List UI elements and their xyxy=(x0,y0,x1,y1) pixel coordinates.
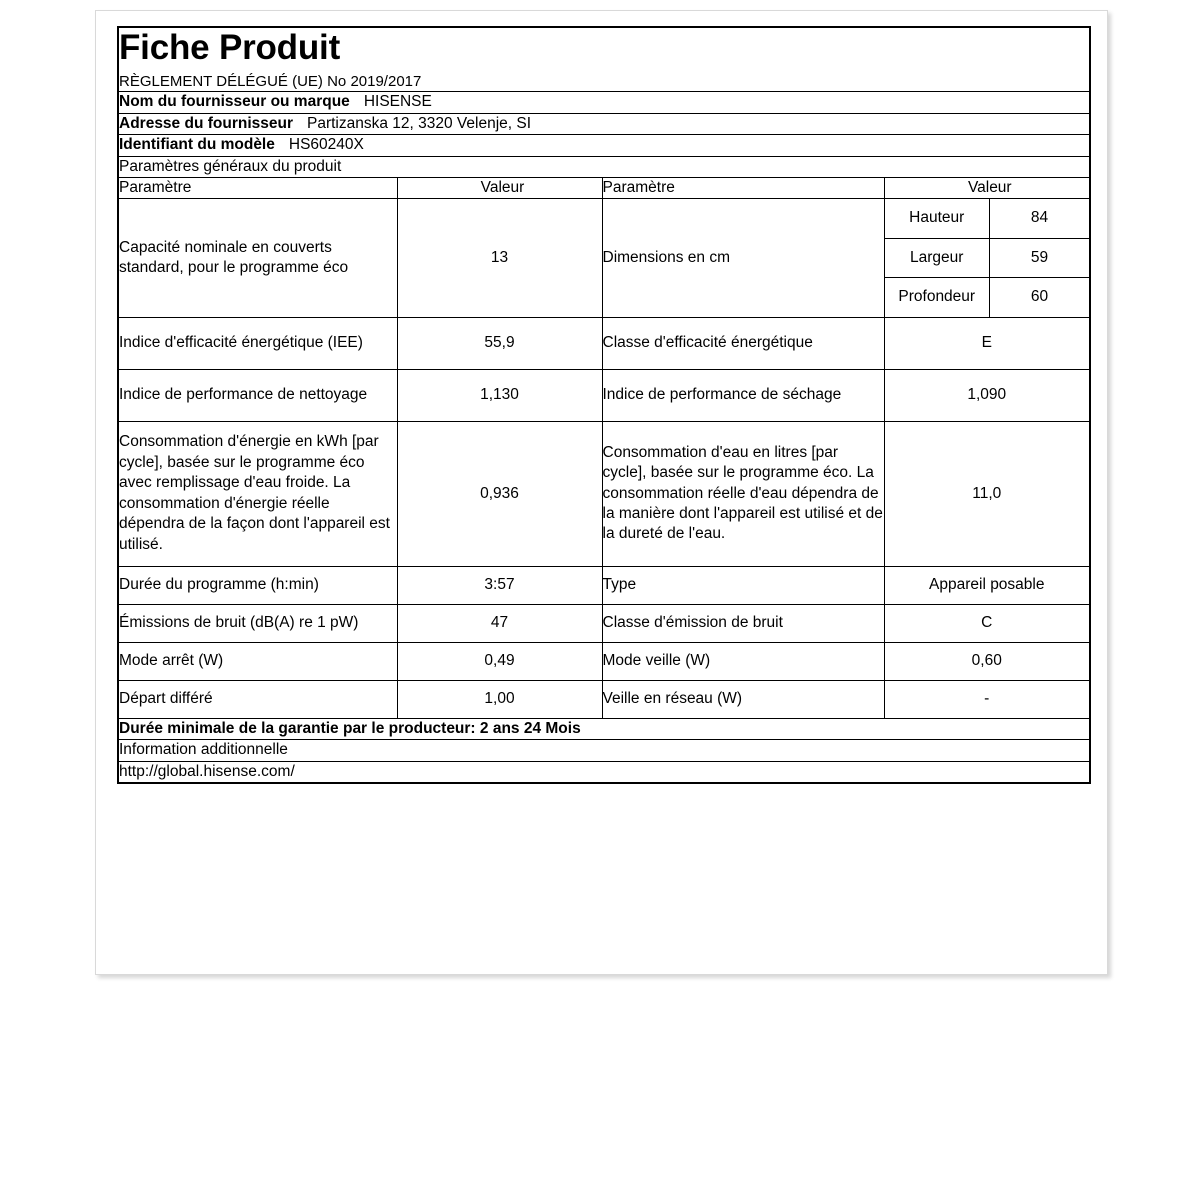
header-value-right: Valeur xyxy=(884,178,1090,199)
dimension-label-height: Hauteur xyxy=(885,199,990,238)
table-row xyxy=(118,369,1090,421)
additional-information-row xyxy=(118,740,1090,761)
eei-parameter: Indice d'efficacité énergétique (IEE) xyxy=(118,317,397,369)
type-value: Appareil posable xyxy=(884,566,1090,604)
dimension-label-width: Largeur xyxy=(885,238,990,277)
table-row xyxy=(118,642,1090,680)
model-identifier-value: HS60240X xyxy=(288,136,364,154)
additional-information-label: Information additionnelle xyxy=(118,740,1090,761)
header-parameter-left: Paramètre xyxy=(118,178,397,199)
warranty-row xyxy=(118,718,1090,739)
table-row xyxy=(118,680,1090,718)
fiche-produit-sheet xyxy=(117,26,1089,784)
standby-mode-parameter: Mode veille (W) xyxy=(602,642,884,680)
cleaning-index-value: 1,130 xyxy=(397,369,602,421)
dimension-row-depth xyxy=(885,278,1090,317)
standby-mode-value: 0,60 xyxy=(884,642,1090,680)
supplier-name-cell xyxy=(118,92,1090,113)
dimension-value-depth: 60 xyxy=(990,278,1090,317)
noise-class-value: C xyxy=(884,604,1090,642)
table-row xyxy=(118,604,1090,642)
table-row xyxy=(118,421,1090,566)
warranty-text: Durée minimale de la garantie par le producteur: 2 ans 24 Mois xyxy=(118,718,1090,739)
program-duration-value: 3:57 xyxy=(397,566,602,604)
model-identifier-row xyxy=(118,135,1090,156)
supplier-name-value: HISENSE xyxy=(363,93,432,111)
eei-value: 55,9 xyxy=(397,317,602,369)
dimensions-parameter: Dimensions en cm xyxy=(602,199,884,317)
dimension-label-depth: Profondeur xyxy=(885,278,990,317)
title-row xyxy=(118,27,1090,92)
table-row xyxy=(118,317,1090,369)
off-mode-value: 0,49 xyxy=(397,642,602,680)
dimensions-value-cell xyxy=(884,199,1090,317)
page-title: Fiche Produit xyxy=(119,28,341,67)
model-identifier-cell xyxy=(118,135,1090,156)
noise-class-parameter: Classe d'émission de bruit xyxy=(602,604,884,642)
program-duration-parameter: Durée du programme (h:min) xyxy=(118,566,397,604)
delayed-start-value: 1,00 xyxy=(397,680,602,718)
noise-emissions-parameter: Émissions de bruit (dB(A) re 1 pW) xyxy=(118,604,397,642)
energy-consumption-parameter: Consommation d'énergie en kWh [par cycle], basée sur le programme éco avec remplissage d'eau froide. La consommation d'énergie réelle dépendra de la façon dont l'appareil est utilisé. xyxy=(118,421,397,566)
capacity-parameter: Capacité nominale en couverts standard, pour le programme éco xyxy=(118,199,397,317)
table-row xyxy=(118,566,1090,604)
off-mode-parameter: Mode arrêt (W) xyxy=(118,642,397,680)
product-information-table xyxy=(117,26,1091,784)
noise-emissions-value: 47 xyxy=(397,604,602,642)
header-parameter-right: Paramètre xyxy=(602,178,884,199)
supplier-address-value: Partizanska 12, 3320 Velenje, SI xyxy=(307,114,532,132)
capacity-value: 13 xyxy=(397,199,602,317)
energy-class-parameter: Classe d'efficacité énergétique xyxy=(602,317,884,369)
general-parameters-heading: Paramètres généraux du produit xyxy=(118,156,1090,177)
dimension-value-width: 59 xyxy=(990,238,1090,277)
supplier-address-label: Adresse du fournisseur xyxy=(119,114,293,132)
general-parameters-row xyxy=(118,156,1090,177)
delayed-start-parameter: Départ différé xyxy=(118,680,397,718)
energy-class-value: E xyxy=(884,317,1090,369)
network-standby-parameter: Veille en réseau (W) xyxy=(602,680,884,718)
supplier-address-row xyxy=(118,113,1090,134)
regulation-subtitle: RÈGLEMENT DÉLÉGUÉ (UE) No 2019/2017 xyxy=(119,73,422,91)
supplier-name-label: Nom du fournisseur ou marque xyxy=(119,93,350,111)
model-identifier-label: Identifiant du modèle xyxy=(119,136,275,154)
dimensions-table xyxy=(885,199,1090,316)
water-consumption-value: 11,0 xyxy=(884,421,1090,566)
type-parameter: Type xyxy=(602,566,884,604)
document-page xyxy=(95,10,1108,975)
url-row xyxy=(118,761,1090,783)
manufacturer-url[interactable]: http://global.hisense.com/ xyxy=(118,761,1090,783)
network-standby-value: - xyxy=(884,680,1090,718)
table-row xyxy=(118,199,1090,317)
drying-index-parameter: Indice de performance de séchage xyxy=(602,369,884,421)
title-cell xyxy=(118,27,1090,92)
dimension-value-height: 84 xyxy=(990,199,1090,238)
dimension-row-width xyxy=(885,238,1090,277)
energy-consumption-value: 0,936 xyxy=(397,421,602,566)
supplier-name-row xyxy=(118,92,1090,113)
water-consumption-parameter: Consommation d'eau en litres [par cycle], basée sur le programme éco. La consommation réelle d'eau dépendra de la manière dont l'appareil est utilisé et de la dureté de l'eau. xyxy=(602,421,884,566)
drying-index-value: 1,090 xyxy=(884,369,1090,421)
supplier-address-cell xyxy=(118,113,1090,134)
table-header-row xyxy=(118,178,1090,199)
header-value-left: Valeur xyxy=(397,178,602,199)
cleaning-index-parameter: Indice de performance de nettoyage xyxy=(118,369,397,421)
dimension-row-height xyxy=(885,199,1090,238)
